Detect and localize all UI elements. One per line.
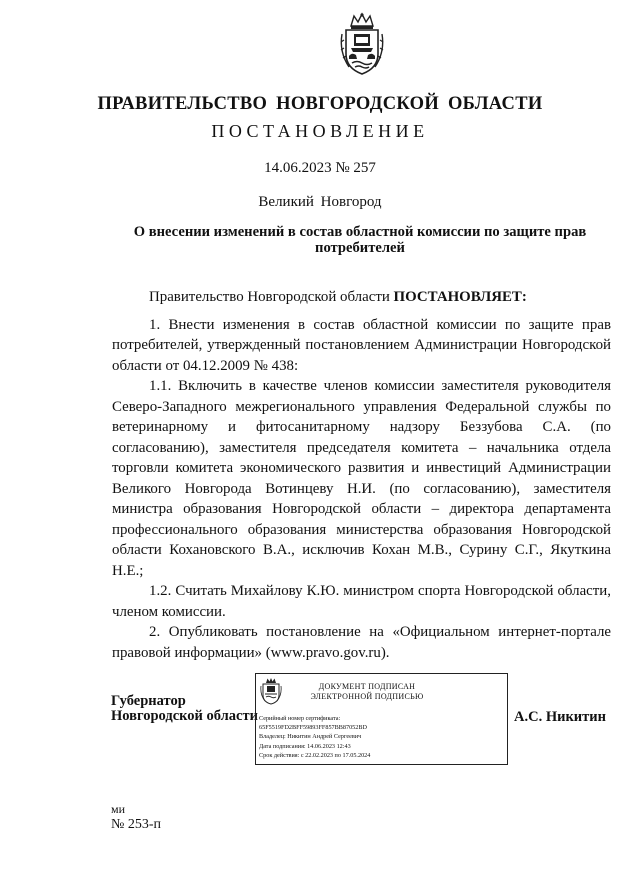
footer xyxy=(111,802,161,832)
stamp-heading-line2: ЭЛЕКТРОННОЙ ПОДПИСЬЮ xyxy=(310,692,424,701)
stamp-cert-label: Серийный номер сертификата: xyxy=(259,715,341,722)
document-subject: О внесении изменений в состав областной комиссии по защите прав потребителей xyxy=(133,224,587,256)
stamp-heading-line1: ДОКУМЕНТ ПОДПИСАН xyxy=(318,682,416,691)
signer-title-line1: Губернатор xyxy=(111,693,186,709)
document-body xyxy=(112,287,611,663)
electronic-signature-stamp xyxy=(255,673,508,765)
stamp-validity: Срок действия: с 22.02.2023 по 17.05.2024 xyxy=(259,751,371,759)
reference-number: № 253-п xyxy=(111,817,162,832)
preamble-text: Правительство Новгородской области xyxy=(149,289,394,305)
date-number: 14.06.2023 № 257 xyxy=(264,160,376,176)
item-2: 2. Опубликовать постановление на «Официальном интернет-портале правовой информации» (www.pravo.gov.ru). xyxy=(112,624,611,661)
organization-title: ПРАВИТЕЛЬСТВО НОВГОРОДСКОЙ ОБЛАСТИ xyxy=(97,94,543,114)
signer-title xyxy=(111,694,258,724)
stamp-signed-date: Дата подписания: 14.06.2023 12:43 xyxy=(259,742,351,750)
item-1-2: 1.2. Считать Михайлову К.Ю. министром спорта Новгородской области, членом комиссии. xyxy=(112,583,611,620)
stamp-details xyxy=(259,714,370,760)
stamp-owner: Владелец: Никитин Андрей Сергеевич xyxy=(259,733,362,741)
item-1-1: 1.1. Включить в качестве членов комиссии заместителя руководителя Северо-Западного межрегионального управления Федеральной службы по ветеринарному и фитосанитарному надзору Беззубова С.А. (по согласованию), заместителя председателя комитета – начальника отдела торговли комитета экономического развития и инвестиций Администрации Великого Новгорода Вотинцеву Н.И. (по согласованию), заместителя министра образования Новгородской области – директора департамента профессионального образования министерства образования Новгородской области Кохановского В.А., исключив Кохан М.В., Сурину С.Г., Якуткина Н.Е.; xyxy=(112,378,611,579)
stamp-heading xyxy=(292,682,442,702)
preamble xyxy=(112,287,611,308)
item-1: 1. Внести изменения в состав областной комиссии по защите прав потребителей, утвержденный постановлением Администрации Новгородской области от 04.12.2009 № 438: xyxy=(112,316,611,374)
document-type: ПОСТАНОВЛЕНИЕ xyxy=(211,121,429,141)
preamble-resolve: ПОСТАНОВЛЯЕТ: xyxy=(393,289,527,305)
stamp-coat-of-arms-icon xyxy=(260,677,282,705)
signer-title-line2: Новгородской области xyxy=(111,708,258,724)
stamp-cert-number: 65F5519FD2BFF59893FF857BB87052BD xyxy=(259,724,367,732)
signer-name: А.С. Никитин xyxy=(514,709,606,725)
city: Великий Новгород xyxy=(258,194,382,210)
executor-initials: ми xyxy=(111,802,126,816)
coat-of-arms-icon xyxy=(337,12,387,76)
